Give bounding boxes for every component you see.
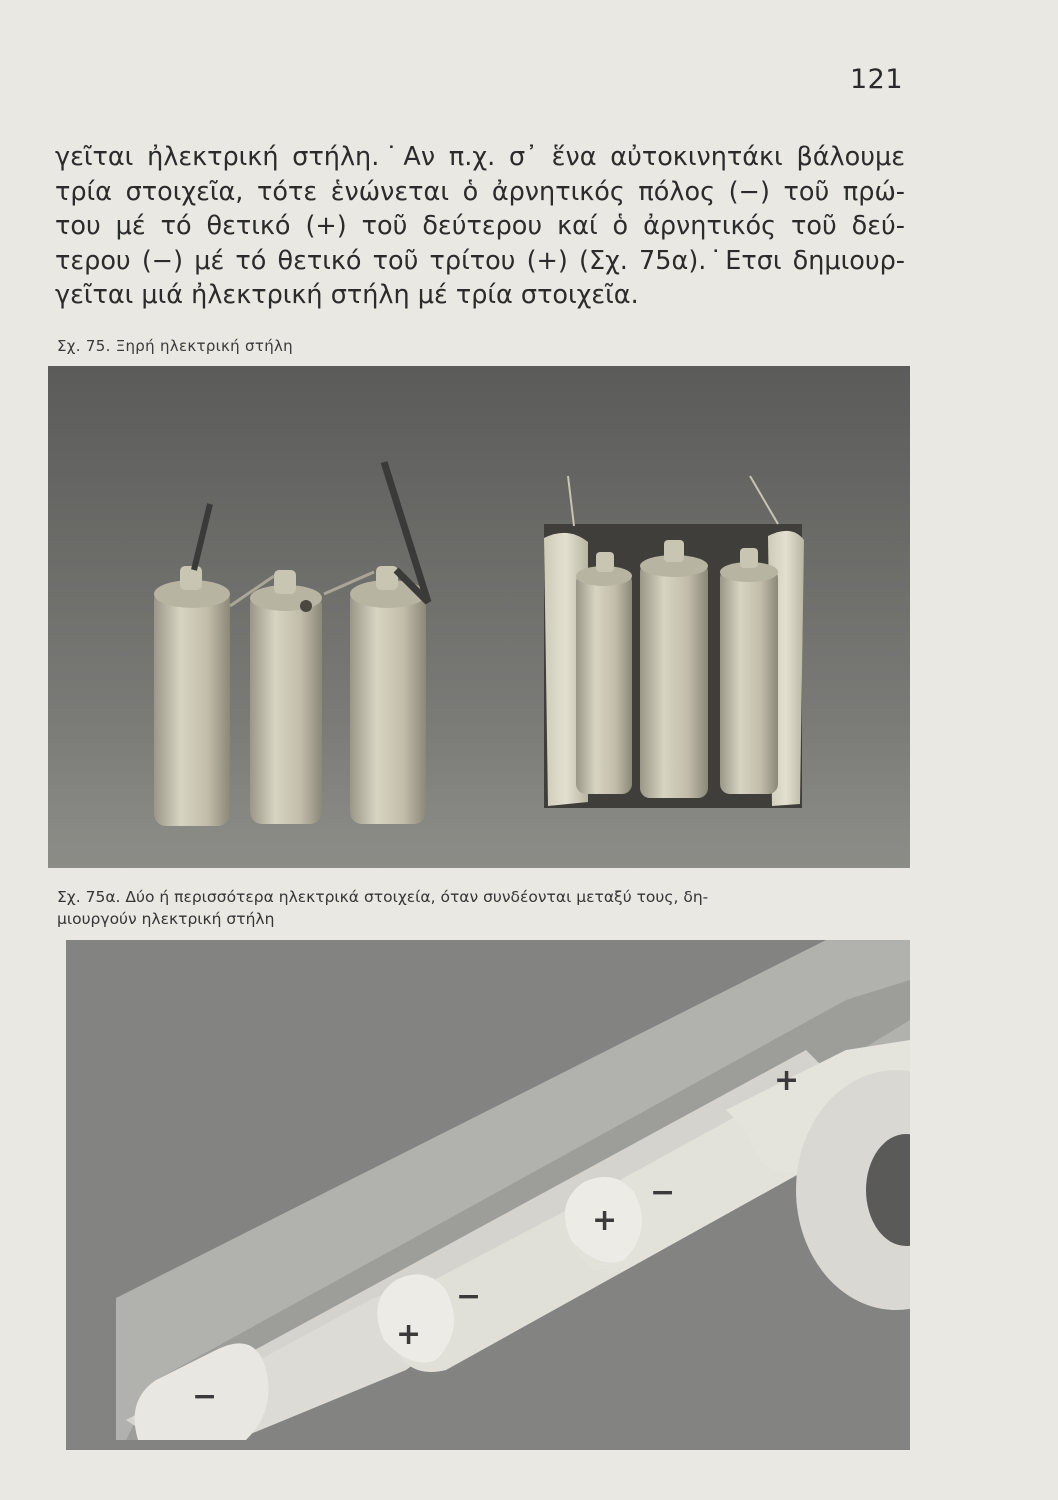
minus-sign: − (192, 1379, 218, 1414)
figure-75a-diagram (66, 940, 910, 1450)
plus-sign: + (774, 1063, 800, 1098)
battery-pack (544, 476, 804, 808)
paragraph-line: γεῖται ἠλεκτρική στήλη.˙Αν π.χ. σ᾽ ἕνα αὐτοκινητάκι βάλουμε (55, 142, 905, 172)
paragraph-line: του μέ τό θετικό (+) τοῦ δεύτερου καί ὁ ἀρνητικός τοῦ δεύ- (55, 211, 905, 241)
plus-sign: + (592, 1203, 618, 1238)
caption-line: μιουργούν ηλεκτρική στήλη (57, 910, 275, 928)
caption-line: Σχ. 75α. Δύο ή περισσότερα ηλεκτρικά στοιχεία, όταν συνδέονται μεταξύ τους, δη- (57, 888, 709, 906)
paragraph-line: γεῖται μιά ἠλεκτρική στήλη μέ τρία στοιχεῖα. (55, 280, 639, 310)
paragraph-line: τρία στοιχεῖα, τότε ἑνώνεται ὁ ἀρνητικός πόλος (−) τοῦ πρώ- (55, 176, 905, 207)
paragraph-line: τερου (−) μέ τό θετικό τοῦ τρίτου (+) (Σχ. 75α).˙Ετσι δημιουρ- (55, 245, 905, 276)
battery-photo-illustration (48, 366, 910, 868)
minus-sign: − (650, 1175, 676, 1210)
paragraph (55, 140, 905, 313)
figure-75-photo (48, 366, 910, 868)
page-number: 121 (850, 64, 904, 95)
cell-connection-diagram (66, 940, 910, 1450)
plus-sign: + (396, 1317, 422, 1352)
figure-75a-caption (57, 886, 902, 930)
figure-75-caption: Σχ. 75. Ξηρή ηλεκτρική στήλη (57, 337, 293, 355)
minus-sign: − (456, 1279, 482, 1314)
